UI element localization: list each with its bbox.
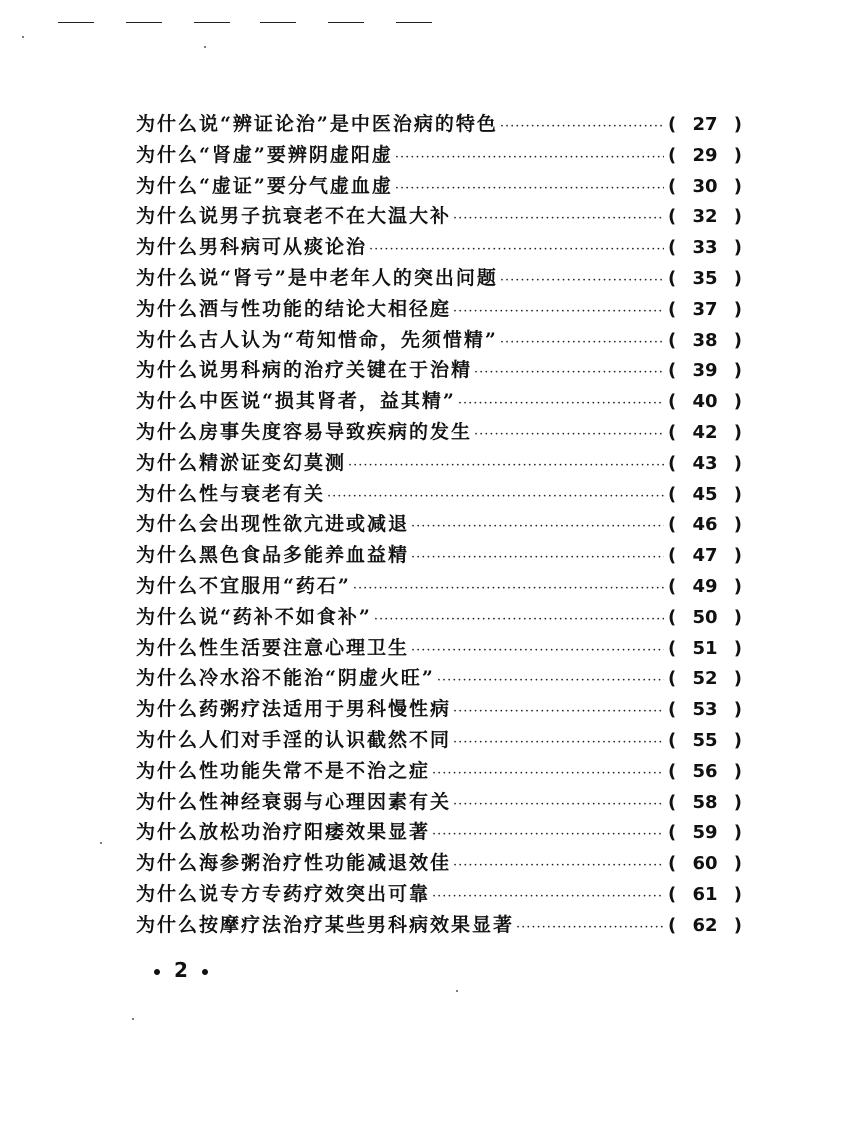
- page-number: 62: [692, 914, 718, 936]
- toc-entry-page: ( 35 ): [668, 264, 742, 295]
- toc-entry[interactable]: [136, 694, 742, 725]
- toc-entry-page: ( 53 ): [668, 695, 742, 726]
- toc-entry-page: ( 45 ): [668, 480, 742, 511]
- page-number: 55: [692, 729, 718, 751]
- dot-leader: [411, 636, 664, 667]
- toc-entry[interactable]: [136, 109, 742, 140]
- dot-leader: [458, 389, 664, 420]
- scan-speck: [132, 1018, 134, 1020]
- toc-entry-title: 为什么说专方专药疗效突出可靠: [136, 882, 431, 905]
- toc-entry[interactable]: [136, 540, 742, 571]
- dot-leader: [500, 328, 664, 359]
- dot-leader: [500, 266, 664, 297]
- toc-entry-title: 为什么说男子抗衰老不在大温大补: [136, 205, 452, 228]
- dot-leader: [437, 666, 664, 697]
- page-number: 46: [692, 514, 718, 536]
- page-number: 27: [692, 114, 718, 135]
- toc-entry-title: 为什么黑色食品多能养血益精: [136, 544, 410, 567]
- page-number: 40: [692, 391, 718, 413]
- toc-entry-page: ( 55 ): [668, 726, 742, 757]
- page-number: 29: [692, 144, 718, 166]
- toc-entry[interactable]: [136, 725, 742, 756]
- toc-entry-page: ( 51 ): [668, 634, 742, 665]
- toc-entry[interactable]: [136, 140, 742, 171]
- toc-entry-title: 为什么说男科病的治疗关键在于治精: [136, 359, 473, 382]
- toc-entry-title: 为什么“肾虚”要辨阴虚阳虚: [136, 143, 393, 166]
- dot-leader: [348, 451, 664, 482]
- toc-entry-page: ( 56 ): [668, 757, 742, 788]
- toc-entry[interactable]: [136, 848, 742, 879]
- toc-entry-title: 为什么按摩疗法治疗某些男科病效果显著: [136, 913, 515, 936]
- scan-speck: [204, 46, 206, 48]
- page-number: 52: [692, 668, 718, 690]
- toc-entry-page: ( 37 ): [668, 295, 742, 326]
- page-number: 60: [692, 853, 718, 875]
- toc-entry-page: ( 58 ): [668, 788, 742, 819]
- page-number: 51: [692, 637, 718, 659]
- scan-speck: [456, 990, 458, 992]
- toc-entry-page: ( 42 ): [668, 418, 742, 449]
- toc-entry-page: ( 38 ): [668, 326, 742, 357]
- toc-entry[interactable]: [136, 417, 742, 448]
- dot-leader: [453, 297, 664, 328]
- page-number: 61: [692, 883, 718, 905]
- page-number: 37: [692, 298, 718, 320]
- toc-entry-title: 为什么药粥疗法适用于男科慢性病: [136, 698, 452, 721]
- toc-entry[interactable]: [136, 263, 742, 294]
- page-number: 50: [692, 606, 718, 628]
- toc-entry-title: 为什么说“肾亏”是中老年人的突出问题: [136, 266, 498, 289]
- toc-entry-title: 为什么古人认为“苟知惜命，先须惜精”: [136, 328, 498, 351]
- toc-entry[interactable]: [136, 509, 742, 540]
- dot-leader: [453, 851, 664, 882]
- toc-entry-page: ( 60 ): [668, 849, 742, 880]
- toc-entry[interactable]: [136, 879, 742, 910]
- dot-leader: [395, 174, 664, 205]
- toc-entry[interactable]: [136, 325, 742, 356]
- page-number: 47: [692, 545, 718, 567]
- toc-entry-title: 为什么“虚证”要分气虚血虚: [136, 174, 393, 197]
- page-footer: [140, 958, 222, 982]
- footer-page-number: 2: [174, 958, 188, 982]
- dot-leader: [395, 143, 664, 174]
- dot-leader: [411, 512, 664, 543]
- toc-entry-title: 为什么性神经衰弱与心理因素有关: [136, 790, 452, 813]
- dot-leader: [411, 543, 664, 574]
- toc-entry-title: 为什么性功能失常不是不治之症: [136, 759, 431, 782]
- toc-entry-page: ( 50 ): [668, 603, 742, 634]
- toc-entry[interactable]: [136, 602, 742, 633]
- toc-entry[interactable]: [136, 294, 742, 325]
- toc-entry-page: ( 49 ): [668, 572, 742, 603]
- toc-entry-page: ( 46 ): [668, 510, 742, 541]
- page-number: 56: [692, 760, 718, 782]
- toc-entry-title: 为什么性生活要注意心理卫生: [136, 636, 410, 659]
- dot-leader: [516, 913, 664, 944]
- toc-entry-page: ( 62 ): [668, 911, 742, 942]
- toc-entry-title: 为什么性与衰老有关: [136, 482, 326, 505]
- toc-entry-title: 为什么精淤证变幻莫测: [136, 451, 347, 474]
- toc-entry-title: 为什么海参粥治疗性功能减退效佳: [136, 852, 452, 875]
- toc-entry-title: 为什么男科病可从痰论治: [136, 236, 368, 259]
- page-number: 53: [692, 699, 718, 721]
- page-number: 59: [692, 822, 718, 844]
- page-number: 42: [692, 421, 718, 443]
- toc-entry[interactable]: [136, 787, 742, 818]
- dot-leader: [453, 728, 664, 759]
- toc-entry-page: ( 30 ): [668, 172, 742, 203]
- toc-entry-page: ( 61 ): [668, 880, 742, 911]
- page-number: 43: [692, 452, 718, 474]
- dot-leader: [500, 112, 664, 143]
- scan-speck: [100, 842, 102, 844]
- page-number: 35: [692, 267, 718, 289]
- table-of-contents: [136, 109, 742, 941]
- dot-leader: [474, 420, 664, 451]
- dot-leader: [453, 790, 664, 821]
- toc-entry-page: ( 47 ): [668, 541, 742, 572]
- toc-entry[interactable]: [136, 663, 742, 694]
- page-number: 49: [692, 575, 718, 597]
- toc-entry-title: 为什么冷水浴不能治“阴虚火旺”: [136, 667, 435, 690]
- toc-entry[interactable]: [136, 201, 742, 232]
- toc-entry-page: ( 27 ): [668, 110, 742, 141]
- toc-entry-title: 为什么说“辨证论治”是中医治病的特色: [136, 113, 498, 135]
- toc-entry-page: ( 29 ): [668, 141, 742, 172]
- toc-entry[interactable]: [136, 171, 742, 202]
- toc-entry-page: ( 33 ): [668, 233, 742, 264]
- dot-leader: [474, 358, 664, 389]
- toc-entry-title: 为什么说“药补不如食补”: [136, 605, 372, 628]
- page-number: 58: [692, 791, 718, 813]
- page-number: 39: [692, 360, 718, 382]
- dot-leader: [453, 204, 664, 235]
- toc-entry[interactable]: [136, 479, 742, 510]
- dot-leader: [327, 482, 664, 513]
- page-number: 33: [692, 237, 718, 259]
- toc-entry[interactable]: [136, 571, 742, 602]
- toc-entry[interactable]: [136, 232, 742, 263]
- page-number: 38: [692, 329, 718, 351]
- toc-entry-title: 为什么放松功治疗阳痿效果显著: [136, 821, 431, 844]
- toc-entry[interactable]: [136, 756, 742, 787]
- scan-speck: [22, 36, 24, 38]
- toc-entry-page: ( 40 ): [668, 387, 742, 418]
- page-number: 30: [692, 175, 718, 197]
- top-rule-marks: [58, 22, 438, 26]
- toc-entry[interactable]: [136, 910, 742, 941]
- page-number: 32: [692, 206, 718, 228]
- toc-entry-page: ( 32 ): [668, 202, 742, 233]
- dot-leader: [432, 882, 664, 913]
- toc-entry-title: 为什么会出现性欲亢进或减退: [136, 513, 410, 536]
- dot-leader: [353, 574, 664, 605]
- page-number: 45: [692, 483, 718, 505]
- toc-entry-title: 为什么人们对手淫的认识截然不同: [136, 728, 452, 751]
- toc-entry[interactable]: [136, 633, 742, 664]
- toc-entry-page: ( 43 ): [668, 449, 742, 480]
- footer-bullet-left: [154, 969, 160, 975]
- toc-entry[interactable]: [136, 448, 742, 479]
- dot-leader: [432, 820, 664, 851]
- toc-entry-title: 为什么房事失度容易导致疾病的发生: [136, 420, 473, 443]
- dot-leader: [374, 605, 664, 636]
- toc-entry-title: 为什么不宜服用“药石”: [136, 574, 351, 597]
- toc-entry-title: 为什么中医说“损其肾者，益其精”: [136, 390, 456, 413]
- toc-entry-title: 为什么酒与性功能的结论大相径庭: [136, 297, 452, 320]
- toc-entry[interactable]: [136, 386, 742, 417]
- dot-leader: [432, 759, 664, 790]
- toc-entry-page: ( 59 ): [668, 818, 742, 849]
- dot-leader: [453, 697, 664, 728]
- toc-entry-page: ( 52 ): [668, 664, 742, 695]
- toc-entry-page: ( 39 ): [668, 356, 742, 387]
- toc-entry[interactable]: [136, 355, 742, 386]
- footer-bullet-right: [202, 969, 208, 975]
- toc-entry[interactable]: [136, 817, 742, 848]
- dot-leader: [369, 235, 664, 266]
